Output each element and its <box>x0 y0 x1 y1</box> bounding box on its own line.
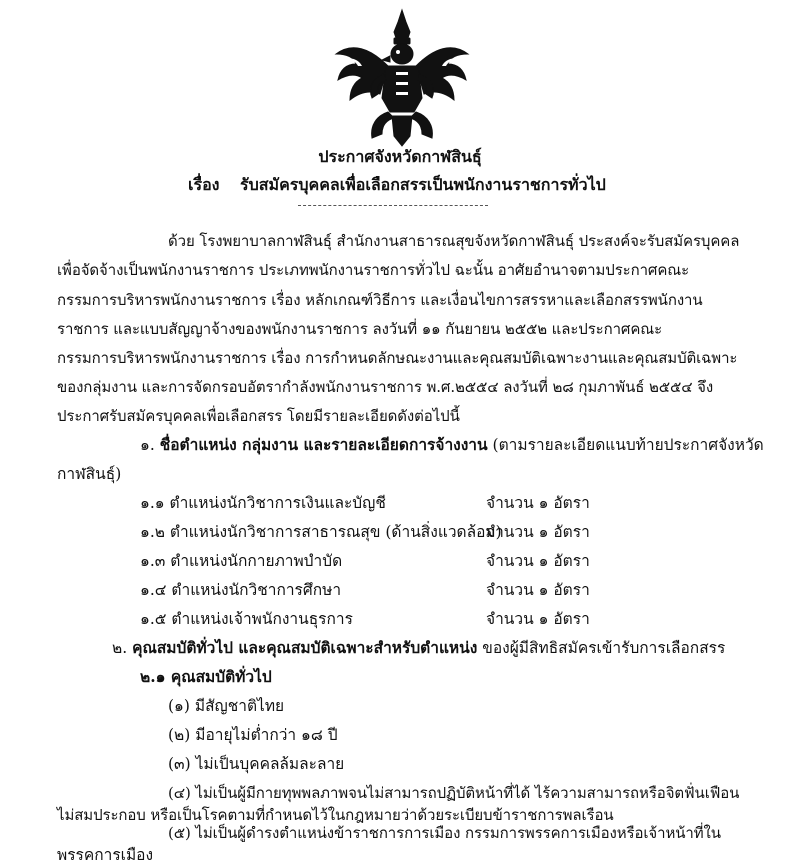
intro-line: ของกลุ่มงาน และการจัดกรอบอัตรากำลังพนักงานราชการ พ.ศ.๒๕๕๔ ลงวันที่ ๒๘ กุมภาพันธ์ ๒๕๕๔ จึง <box>57 378 714 396</box>
intro-line: ด้วย โรงพยาบาลกาฬสินธุ์ สำนักงานสาธารณสุขจังหวัดกาฬสินธุ์ ประสงค์จะรับสมัครบุคคล <box>168 232 740 250</box>
qualification-item: (๕) ไม่เป็นผู้ดำรงตำแหน่งข้าราชการการเมือง กรรมการพรรคการเมืองหรือเจ้าหน้าที่ใน <box>168 824 721 842</box>
intro-line: กรรมการบริหารพนักงานราชการ เรื่อง การกำหนดลักษณะงานและคุณสมบัติเฉพาะงานและคุณสมบัติเฉพาะ <box>57 349 738 367</box>
position-count: จำนวน ๑ อัตรา <box>486 523 590 541</box>
announcement-subject <box>188 174 606 196</box>
section-title: คุณสมบัติทั่วไป และคุณสมบัติเฉพาะสำหรับตำแหน่ง <box>132 638 478 657</box>
section-number: ๑. <box>140 436 155 454</box>
qualification-item-continued: พรรคการเมือง <box>57 846 154 864</box>
section-number: ๒. <box>112 639 128 657</box>
position-name: ๑.๕ ตำแหน่งเจ้าพนักงานธุรการ <box>140 610 353 628</box>
title-separator <box>298 205 488 206</box>
qualification-item: (๑) มีสัญชาติไทย <box>168 697 285 715</box>
section-note: (ตามรายละเอียดแนบท้ายประกาศจังหวัด <box>492 436 764 454</box>
qualification-item: (๔) ไม่เป็นผู้มีกายทุพพลภาพจนไม่สามารถปฏิบัติหน้าที่ได้ ไร้ความสามารถหรือจิตฟั่นเฟือน <box>168 784 740 802</box>
intro-line: เพื่อจัดจ้างเป็นพนักงานราชการ ประเภทพนักงานราชการทั่วไป ฉะนั้น อาศัยอำนาจตามประกาศคณะ <box>57 261 690 279</box>
qualification-item: (๒) มีอายุไม่ต่ำกว่า ๑๘ ปี <box>168 726 338 744</box>
position-count: จำนวน ๑ อัตรา <box>486 581 590 599</box>
position-name: ๑.๑ ตำแหน่งนักวิชาการเงินและบัญชี <box>140 494 386 512</box>
garuda-emblem-icon <box>326 8 478 148</box>
position-count: จำนวน ๑ อัตรา <box>486 610 590 628</box>
section-2-heading <box>112 637 725 659</box>
position-name: ๑.๔ ตำแหน่งนักวิชาการศึกษา <box>140 581 342 599</box>
position-name: ๑.๒ ตำแหน่งนักวิชาการสาธารณสุข (ด้านสิ่งแวดล้อม) <box>140 523 502 541</box>
position-count: จำนวน ๑ อัตรา <box>486 552 590 570</box>
section-title: ชื่อตำแหน่ง กลุ่มงาน และรายละเอียดการจ้างงาน <box>159 435 488 454</box>
section-note-continued: กาฬสินธุ์) <box>57 465 122 483</box>
subject-text: รับสมัครบุคคลเพื่อเลือกสรรเป็นพนักงานราชการทั่วไป <box>240 175 606 194</box>
subsection-heading: ๒.๑ คุณสมบัติทั่วไป <box>140 667 272 686</box>
qualification-item: (๓) ไม่เป็นบุคคลล้มละลาย <box>168 755 345 773</box>
announcement-title: ประกาศจังหวัดกาฬสินธุ์ <box>318 147 482 166</box>
section-1-heading <box>140 434 764 456</box>
subject-label: เรื่อง <box>188 175 220 194</box>
intro-line: ประกาศรับสมัครบุคคลเพื่อเลือกสรร โดยมีรายละเอียดดังต่อไปนี้ <box>57 407 460 425</box>
position-count: จำนวน ๑ อัตรา <box>486 494 590 512</box>
intro-line: กรรมการบริหารพนักงานราชการ เรื่อง หลักเกณฑ์วิธีการ และเงื่อนไขการสรรหาและเลือกสรรพนักงาน <box>57 291 703 309</box>
intro-line: ราชการ และแบบสัญญาจ้างของพนักงานราชการ ลงวันที่ ๑๑ กันยายน ๒๕๕๒ และประกาศคณะ <box>57 320 663 338</box>
position-name: ๑.๓ ตำแหน่งนักกายภาพบำบัด <box>140 552 343 570</box>
section-rest: ของผู้มีสิทธิสมัครเข้ารับการเลือกสรร <box>482 639 726 657</box>
qualification-item-continued: ไม่สมประกอบ หรือเป็นโรคตามที่กำหนดไว้ในกฎหมายว่าด้วยระเบียบข้าราชการพลเรือน <box>57 806 614 824</box>
